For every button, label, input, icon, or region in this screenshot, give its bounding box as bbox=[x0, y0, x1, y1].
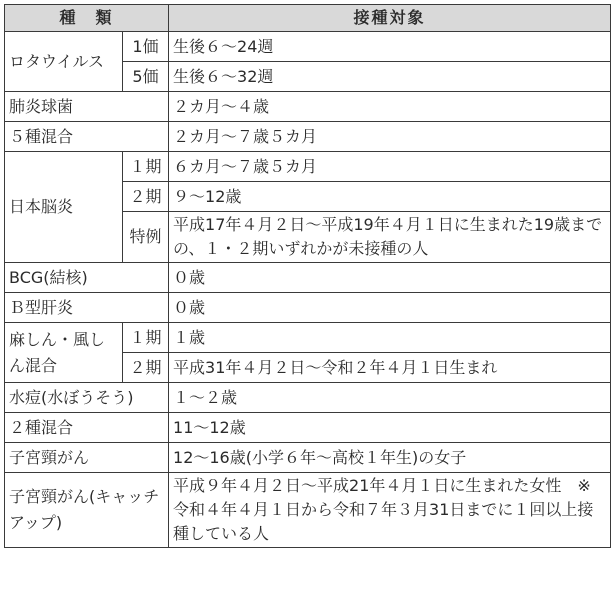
vaccine-target: 生後６～24週 bbox=[169, 32, 611, 62]
vaccine-name-pneumococcus: 肺炎球菌 bbox=[5, 92, 169, 122]
table-row bbox=[5, 413, 611, 443]
vaccine-name-five-combined: ５種混合 bbox=[5, 122, 169, 152]
vaccine-subtype: 特例 bbox=[123, 212, 169, 263]
vaccine-target: 12～16歳(小学６年～高校１年生)の女子 bbox=[169, 443, 611, 473]
vaccine-subtype: 1価 bbox=[123, 32, 169, 62]
vaccine-target: 生後６～32週 bbox=[169, 62, 611, 92]
vaccine-target: １～２歳 bbox=[169, 383, 611, 413]
vaccine-name-bcg: BCG(結核) bbox=[5, 263, 169, 293]
vaccine-subtype: 5価 bbox=[123, 62, 169, 92]
vaccination-schedule-table bbox=[4, 4, 611, 548]
vaccine-target: 11～12歳 bbox=[169, 413, 611, 443]
vaccine-name-varicella: 水痘(水ぼうそう) bbox=[5, 383, 169, 413]
vaccine-subtype: ２期 bbox=[123, 353, 169, 383]
vaccine-name-hepatitis-b: Ｂ型肝炎 bbox=[5, 293, 169, 323]
table-row bbox=[5, 383, 611, 413]
vaccine-target: ２カ月～７歳５カ月 bbox=[169, 122, 611, 152]
vaccine-target: 平成17年４月２日～平成19年４月１日に生まれた19歳までの、１・２期いずれかが未接種の人 bbox=[169, 212, 611, 263]
table-row bbox=[5, 263, 611, 293]
vaccine-target: １歳 bbox=[169, 323, 611, 353]
vaccine-target: ０歳 bbox=[169, 293, 611, 323]
vaccine-name-hpv: 子宮頸がん bbox=[5, 443, 169, 473]
table-row bbox=[5, 92, 611, 122]
vaccine-target: ９～12歳 bbox=[169, 182, 611, 212]
vaccine-name-japanese-encephalitis: 日本脳炎 bbox=[5, 152, 123, 263]
vaccine-subtype: １期 bbox=[123, 323, 169, 353]
table-row bbox=[5, 122, 611, 152]
vaccine-target: 平成31年４月２日～令和２年４月１日生まれ bbox=[169, 353, 611, 383]
vaccine-name-hpv-catchup: 子宮頸がん(キャッチアップ) bbox=[5, 473, 169, 548]
table-row bbox=[5, 473, 611, 548]
header-type: 種 類 bbox=[5, 5, 169, 32]
header-target: 接種対象 bbox=[169, 5, 611, 32]
vaccine-name-measles-rubella: 麻しん・風しん混合 bbox=[5, 323, 123, 383]
vaccine-target: ２カ月～４歳 bbox=[169, 92, 611, 122]
vaccine-name-two-combined: ２種混合 bbox=[5, 413, 169, 443]
table-row bbox=[5, 323, 611, 353]
vaccine-subtype: ２期 bbox=[123, 182, 169, 212]
table-row bbox=[5, 32, 611, 62]
table-row bbox=[5, 293, 611, 323]
vaccine-subtype: １期 bbox=[123, 152, 169, 182]
table-row bbox=[5, 443, 611, 473]
vaccine-name-rotavirus: ロタウイルス bbox=[5, 32, 123, 92]
vaccine-target: 平成９年４月２日～平成21年４月１日に生まれた女性 ※令和４年４月１日から令和７年３月31日までに１回以上接種している人 bbox=[169, 473, 611, 548]
table-header-row bbox=[5, 5, 611, 32]
vaccine-target: ０歳 bbox=[169, 263, 611, 293]
table-row bbox=[5, 152, 611, 182]
vaccine-target: ６カ月～７歳５カ月 bbox=[169, 152, 611, 182]
